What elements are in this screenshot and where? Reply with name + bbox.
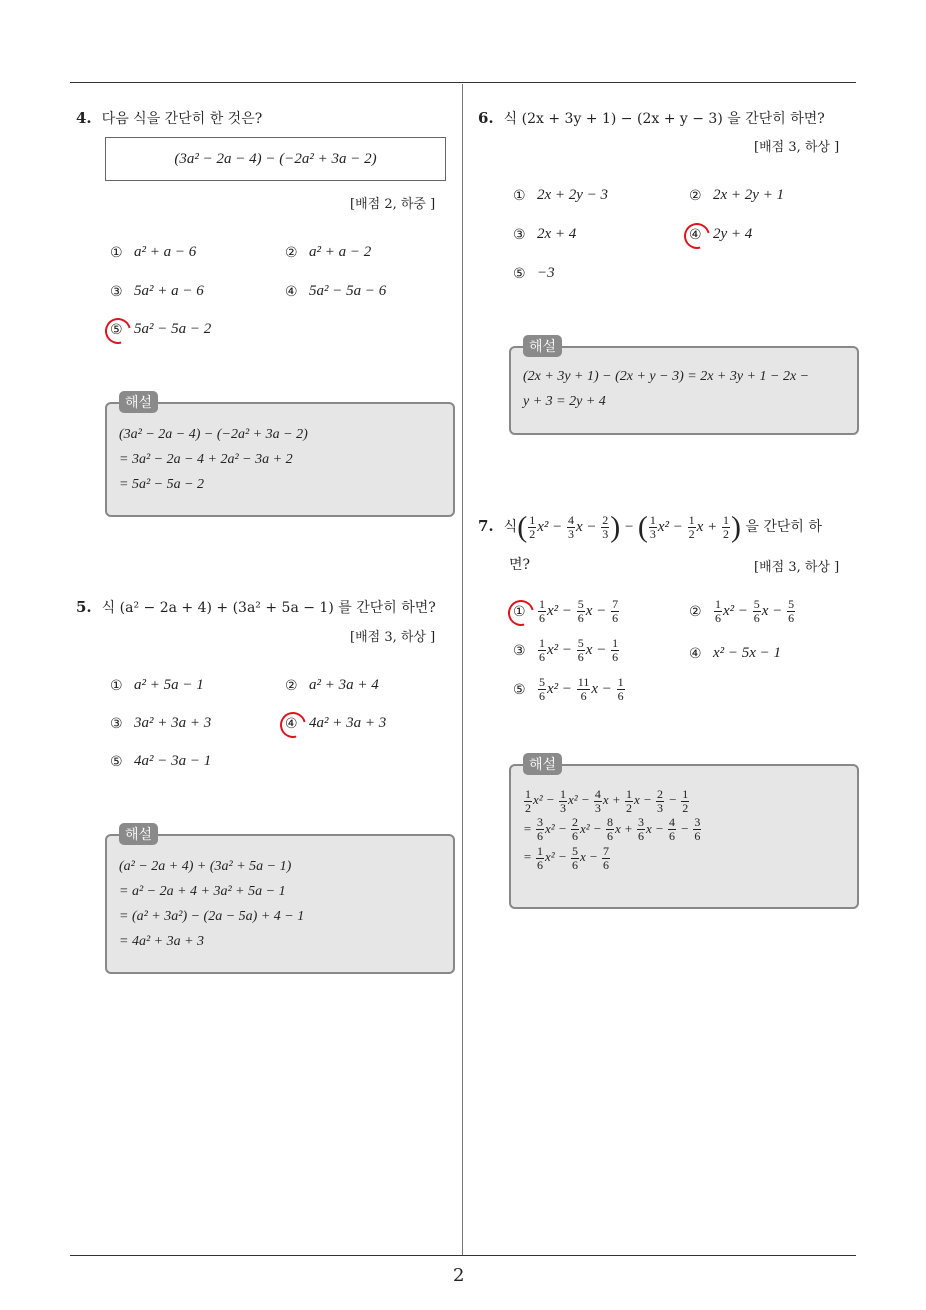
solution-text: (3a² − 2a − 4) − (−2a² + 3a − 2) = 3a² − 2a − 4 + 2a² − 3a + 2 = 5a² − 5a − 2 [119,427,308,492]
mark-4-answer: ④ [689,227,703,243]
question-text: 식 (2x + 3y + 1) − (2x + y − 3) 을 간단히 하면? [503,111,825,127]
mark-2: ② [285,244,298,261]
option-2[interactable]: ② 2x + 2y + 1 [689,187,785,204]
answer-circle [275,707,311,743]
solution-box [509,339,859,435]
solution-tag: 해설 [119,823,158,845]
solution-tag: 해설 [119,391,158,413]
column-divider [462,84,463,1256]
score-label: [배점 2, 하중 ] [350,197,436,212]
mark-5-answer: ⑤ [110,322,124,338]
question-text-line2: 면? [509,557,531,573]
question-number: 7. [478,516,494,535]
option-1[interactable]: ① a² + 5a − 1 [110,677,204,694]
page-number: 2 [453,1265,465,1286]
option-3[interactable]: ③ 5a² + a − 6 [110,283,204,300]
option-1[interactable]: ① 2x + 2y − 3 [513,187,609,204]
question-6 [478,108,825,129]
option-5[interactable]: ⑤ 5a² − 5a − 2 [110,321,211,338]
question-number: 5. [76,598,92,616]
option-2[interactable]: ② a² + 3a + 4 [285,677,379,694]
option-2[interactable]: ② a² + a − 2 [285,244,372,261]
option-1[interactable]: ① a² + a − 6 [110,244,197,261]
top-rule [70,82,856,83]
bottom-rule [70,1255,856,1256]
answer-circle [100,313,136,349]
mark-4-answer: ④ [285,716,299,732]
question-4 [76,108,262,129]
option-5[interactable]: ⑤ −3 [513,265,555,282]
question-text: 식 (a² − 2a + 4) + (3a² + 5a − 1) 를 간단히 하면? [101,600,436,616]
mark-1: ① [110,244,123,261]
option-5[interactable]: ⑤ $\frac{5}{6}$ x² − $\frac{11}{6}$ x − $\frac{1}{6}$ [513,675,624,703]
question-5 [76,597,436,618]
solution-text: (a² − 2a + 4) + (3a² + 5a − 1) = a² − 2a + 4 + 3a² + 5a − 1 = (a² + 3a²) − (2a − 5a) + 4 − 1 = 4a² + 3a + 3 [119,859,305,949]
score-label: [배점 3, 하상 ] [754,560,840,575]
option-1[interactable]: ① $\frac{1}{6}$ x² − $\frac{5}{6}$ x − $\frac{7}{6}$ [513,598,620,625]
solution-text: (2x + 3y + 1) − (2x + y − 3) = 2x + 3y + 1 − 2x − y + 3 = 2y + 4 [523,369,810,409]
solution-box [509,757,859,909]
option-3[interactable]: ③ 2x + 4 [513,226,577,243]
option-5[interactable]: ⑤ 4a² − 3a − 1 [110,753,212,770]
answer-circle [503,595,539,631]
solution-tag: 해설 [523,335,562,357]
question-number: 4. [76,109,92,127]
option-2[interactable]: ② $\frac{1}{6}$ x² − $\frac{5}{6}$ x − $\frac{5}{6}$ [689,597,795,625]
solution-box [105,395,455,517]
score-label: [배점 3, 하상 ] [350,630,436,645]
question-7: 7. 식( $\frac{1}{2}$ x² − $\frac{4}{3}$ x − $\frac{2}{3}$ ) − ( $\frac{1}{3}$ x² − $\frac{1}{2}$ x + $\frac{1}{2}$ ) 을 간단히 하 [478,510,822,544]
expression-box [105,137,446,181]
answer-circle [679,218,715,254]
option-4[interactable]: ④ 4a² + 3a + 3 [285,715,386,732]
expression: (3a² − 2a − 4) − (−2a² + 3a − 2) [174,150,377,167]
option-4[interactable]: ④ 2y + 4 [689,226,752,243]
option-4[interactable]: ④ x² − 5x − 1 [689,645,782,662]
solution-tag: 해설 [523,753,562,775]
option-4[interactable]: ④ 5a² − 5a − 6 [285,283,387,300]
mark-3: ③ [110,283,123,300]
question-number: 6. [478,109,494,127]
solution-text: $\frac{1}{2}$ x² − $\frac{1}{3}$ x² − $\frac{4}{3}$ x + $\frac{1}{2}$ x − $\frac{2}{3}$ − $\frac{1}{2}$ = $\frac{3}{6}$ x² − $\frac{2}{6}$ x² − $\frac{8}{6}$ x + $\frac{3}{6}$ x − $\frac{4}{6}$ − $\frac{3}{6}$ = $\frac{1}{6}$ x² − $\frac{5}{6}$ x − $\frac{7}{6}$ [523,786,701,872]
mark-1-answer: ① [513,604,527,620]
score-label: [배점 3, 하상 ] [754,140,840,155]
question-text: 다음 식을 간단히 한 것은? [101,111,263,127]
option-3[interactable]: ③ 3a² + 3a + 3 [110,715,212,732]
option-3[interactable]: ③ $\frac{1}{6}$ x² − $\frac{5}{6}$ x − $\frac{1}{6}$ [513,636,619,664]
mark-4: ④ [285,283,298,300]
solution-box [105,827,455,974]
